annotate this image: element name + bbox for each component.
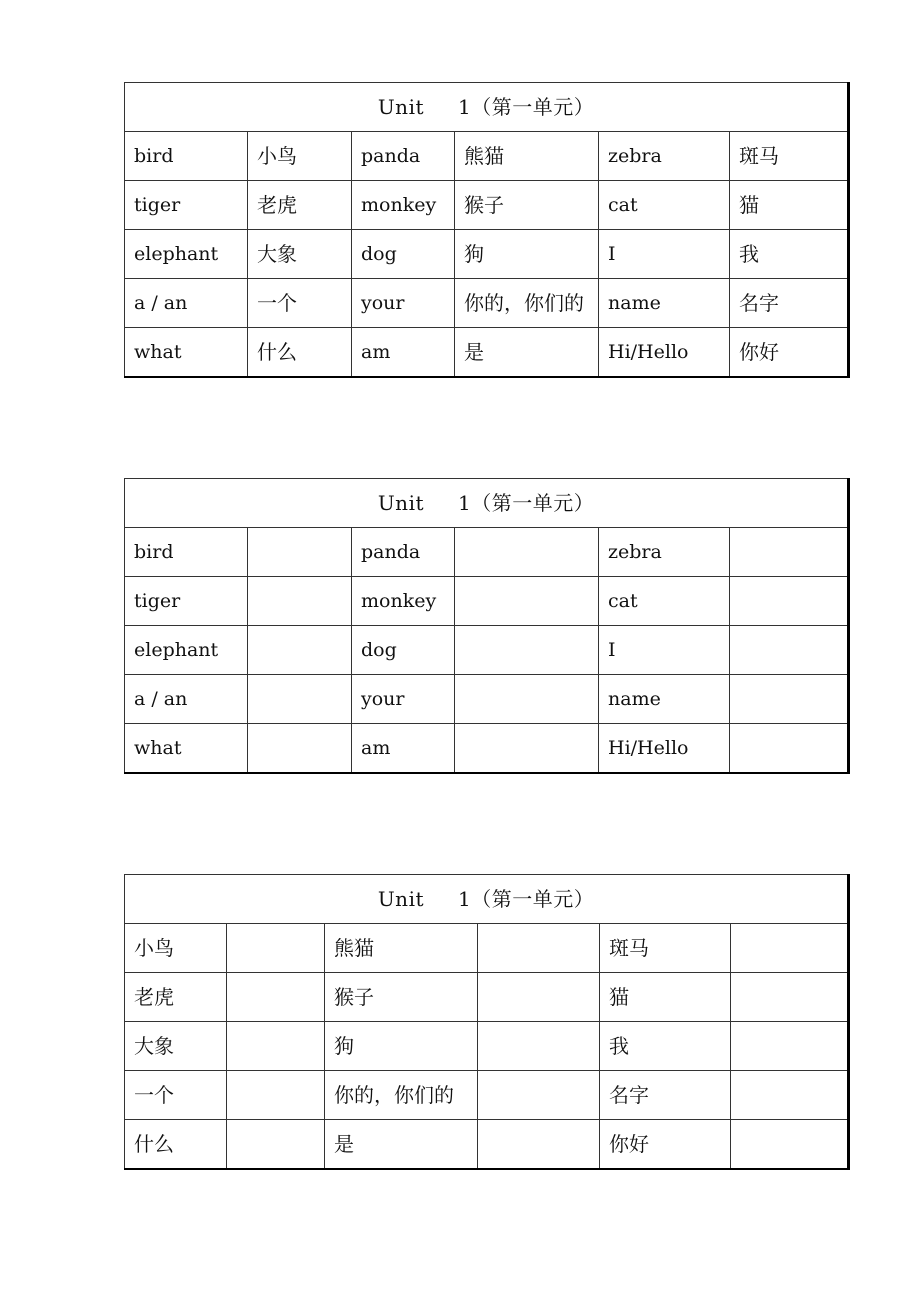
blank-cell[interactable] bbox=[730, 675, 849, 724]
table-row bbox=[125, 675, 849, 724]
word-cn: 斑马 bbox=[600, 924, 731, 973]
blank-cell[interactable] bbox=[227, 1120, 325, 1170]
word-cn: 狗 bbox=[455, 230, 599, 279]
title-number: 1（第一单元） bbox=[458, 95, 595, 119]
word-cn: 是 bbox=[455, 328, 599, 378]
blank-cell[interactable] bbox=[730, 528, 849, 577]
vocab-table-full bbox=[124, 82, 850, 378]
blank-cell[interactable] bbox=[478, 973, 600, 1022]
blank-cell[interactable] bbox=[478, 1120, 600, 1170]
blank-cell[interactable] bbox=[731, 1120, 849, 1170]
word-en: name bbox=[599, 279, 730, 328]
word-en: what bbox=[125, 328, 248, 378]
word-cn: 我 bbox=[730, 230, 849, 279]
word-cn: 猴子 bbox=[325, 973, 478, 1022]
word-cn: 老虎 bbox=[248, 181, 352, 230]
table-title bbox=[125, 83, 849, 132]
word-en: dog bbox=[352, 626, 455, 675]
blank-cell[interactable] bbox=[227, 973, 325, 1022]
word-en: panda bbox=[352, 528, 455, 577]
word-cn: 你好 bbox=[600, 1120, 731, 1170]
word-cn: 你的，你们的 bbox=[325, 1071, 478, 1120]
blank-cell[interactable] bbox=[248, 528, 352, 577]
word-en: your bbox=[352, 675, 455, 724]
word-en: tiger bbox=[125, 181, 248, 230]
table-title-row bbox=[125, 479, 849, 528]
word-cn: 狗 bbox=[325, 1022, 478, 1071]
word-en: zebra bbox=[599, 132, 730, 181]
word-en: bird bbox=[125, 132, 248, 181]
word-cn: 你的，你们的 bbox=[455, 279, 599, 328]
blank-cell[interactable] bbox=[455, 577, 599, 626]
word-en: elephant bbox=[125, 230, 248, 279]
vocab-table-chinese-blanks bbox=[124, 874, 850, 1170]
word-cn: 一个 bbox=[248, 279, 352, 328]
word-en: panda bbox=[352, 132, 455, 181]
vocab-table-english-blanks bbox=[124, 478, 850, 774]
table-row bbox=[125, 724, 849, 774]
title-number: 1（第一单元） bbox=[458, 887, 595, 911]
blank-cell[interactable] bbox=[731, 924, 849, 973]
table-row bbox=[125, 181, 849, 230]
word-cn: 什么 bbox=[125, 1120, 227, 1170]
word-cn: 我 bbox=[600, 1022, 731, 1071]
word-cn: 名字 bbox=[730, 279, 849, 328]
table-row bbox=[125, 626, 849, 675]
title-number: 1（第一单元） bbox=[458, 491, 595, 515]
word-en: elephant bbox=[125, 626, 248, 675]
table-row bbox=[125, 328, 849, 378]
word-en: bird bbox=[125, 528, 248, 577]
word-cn: 什么 bbox=[248, 328, 352, 378]
word-en: am bbox=[352, 724, 455, 774]
blank-cell[interactable] bbox=[731, 1071, 849, 1120]
table-row bbox=[125, 1120, 849, 1170]
word-cn: 熊猫 bbox=[455, 132, 599, 181]
word-en: a / an bbox=[125, 675, 248, 724]
word-cn: 老虎 bbox=[125, 973, 227, 1022]
table-row bbox=[125, 577, 849, 626]
title-unit: Unit bbox=[377, 491, 424, 515]
word-cn: 猴子 bbox=[455, 181, 599, 230]
word-en: name bbox=[599, 675, 730, 724]
word-cn: 一个 bbox=[125, 1071, 227, 1120]
blank-cell[interactable] bbox=[248, 577, 352, 626]
word-en: your bbox=[352, 279, 455, 328]
word-en: what bbox=[125, 724, 248, 774]
table-row bbox=[125, 1071, 849, 1120]
title-unit: Unit bbox=[377, 95, 424, 119]
blank-cell[interactable] bbox=[478, 1071, 600, 1120]
table-title-row bbox=[125, 875, 849, 924]
word-cn: 小鸟 bbox=[125, 924, 227, 973]
word-cn: 猫 bbox=[730, 181, 849, 230]
blank-cell[interactable] bbox=[455, 675, 599, 724]
word-cn: 大象 bbox=[125, 1022, 227, 1071]
word-cn: 你好 bbox=[730, 328, 849, 378]
word-en: Hi/Hello bbox=[599, 724, 730, 774]
word-en: I bbox=[599, 626, 730, 675]
table-row bbox=[125, 132, 849, 181]
word-cn: 猫 bbox=[600, 973, 731, 1022]
table-row bbox=[125, 1022, 849, 1071]
word-cn: 大象 bbox=[248, 230, 352, 279]
blank-cell[interactable] bbox=[455, 724, 599, 774]
blank-cell[interactable] bbox=[730, 577, 849, 626]
table-title-row bbox=[125, 83, 849, 132]
blank-cell[interactable] bbox=[455, 626, 599, 675]
blank-cell[interactable] bbox=[730, 626, 849, 675]
table-row bbox=[125, 924, 849, 973]
word-en: tiger bbox=[125, 577, 248, 626]
blank-cell[interactable] bbox=[227, 924, 325, 973]
table-row bbox=[125, 973, 849, 1022]
table-title bbox=[125, 875, 849, 924]
word-en: I bbox=[599, 230, 730, 279]
word-en: am bbox=[352, 328, 455, 378]
word-en: monkey bbox=[352, 577, 455, 626]
table-row bbox=[125, 279, 849, 328]
blank-cell[interactable] bbox=[248, 675, 352, 724]
blank-cell[interactable] bbox=[227, 1022, 325, 1071]
word-cn: 名字 bbox=[600, 1071, 731, 1120]
word-cn: 斑马 bbox=[730, 132, 849, 181]
blank-cell[interactable] bbox=[455, 528, 599, 577]
blank-cell[interactable] bbox=[478, 924, 600, 973]
word-en: cat bbox=[599, 181, 730, 230]
blank-cell[interactable] bbox=[248, 626, 352, 675]
word-cn: 是 bbox=[325, 1120, 478, 1170]
word-cn: 小鸟 bbox=[248, 132, 352, 181]
word-en: Hi/Hello bbox=[599, 328, 730, 378]
word-en: zebra bbox=[599, 528, 730, 577]
table-title bbox=[125, 479, 849, 528]
blank-cell[interactable] bbox=[227, 1071, 325, 1120]
word-en: a / an bbox=[125, 279, 248, 328]
table-row bbox=[125, 230, 849, 279]
word-cn: 熊猫 bbox=[325, 924, 478, 973]
blank-cell[interactable] bbox=[731, 973, 849, 1022]
blank-cell[interactable] bbox=[731, 1022, 849, 1071]
blank-cell[interactable] bbox=[478, 1022, 600, 1071]
blank-cell[interactable] bbox=[730, 724, 849, 774]
word-en: dog bbox=[352, 230, 455, 279]
table-row bbox=[125, 528, 849, 577]
word-en: cat bbox=[599, 577, 730, 626]
title-unit: Unit bbox=[377, 887, 424, 911]
blank-cell[interactable] bbox=[248, 724, 352, 774]
word-en: monkey bbox=[352, 181, 455, 230]
